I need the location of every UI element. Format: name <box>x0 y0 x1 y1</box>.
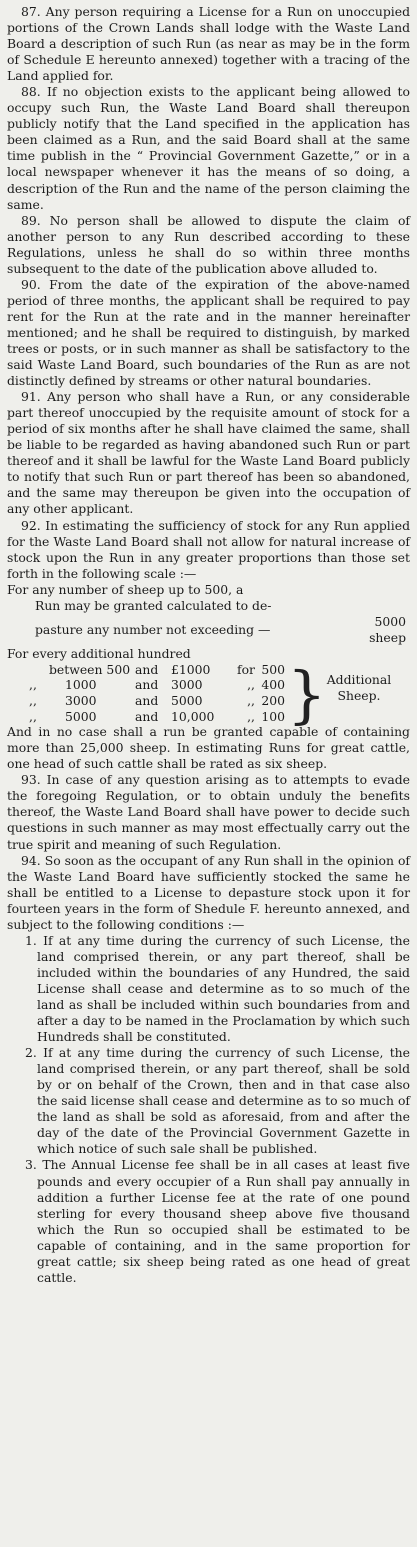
paragraph-91: 91. Any person who shall have a Run, or any considerable part thereof unoccupied by the requisite amount of stock for a period of six months after he shall have claimed the same, shall be liable to be regarded as having abandoned such Run or part thereof and it shall be lawful for the Waste Land Board publicly to notify that such Run or part thereof has been so abandoned, and the same may thereupon be given into the occupation of any other applicant. <box>7 389 410 517</box>
row-to: 5000 <box>171 693 203 709</box>
row-for: ,, <box>247 693 255 709</box>
row-from: 3000 <box>65 693 97 709</box>
row-and: and <box>135 708 159 724</box>
scale-table <box>7 657 410 731</box>
paragraph-92-continued: And in no case shall a run be granted capable of containing more than 25,000 sheep. In estimating Runs for great cattle, one head of such cattle shall be rated as six sheep. <box>7 724 410 772</box>
row-for: ,, <box>247 708 255 724</box>
brace-icon: } <box>287 657 327 731</box>
conditions-list <box>7 933 410 1286</box>
row-to: £1000 <box>171 661 211 677</box>
scale-line-3-value: 5000 sheep <box>369 613 406 645</box>
row-and: and <box>135 693 159 709</box>
row-value: 200 <box>261 693 285 709</box>
row-for: for <box>237 661 255 677</box>
paragraph-88: 88. If no objection exists to the applicant being allowed to occupy such Run, the Waste Land Board shall thereupon publicly notify that the Land specified in the application has been claimed as a Run, and the said Board shall at the same time publish in the “ Provincial Government Gazette,” or in a local newspaper whenever it has the means of so doing, a description of the Run and the name of the person claiming the same. <box>7 84 410 212</box>
row-lead <box>29 662 49 678</box>
row-for: ,, <box>247 677 255 693</box>
row-lead: ,, <box>29 708 37 724</box>
row-and: and <box>135 661 159 677</box>
scale-line-1: For any number of sheep up to 500, a <box>7 581 244 597</box>
paragraph-89: 89. No person shall be allowed to dispute the claim of another person to any Run described according to these Regulations, unless he shall do so within three months subsequent to the date of the publication above alluded to. <box>7 212 410 276</box>
paragraph-90: 90. From the date of the expiration of the above-named period of three months, the applicant shall be required to pay rent for the Run at the rate and in the manner hereinafter mentioned; and he shall be required to distinguish, by marked trees or posts, or in such manner as shall be satisfactory to the said Waste Land Board, such boundaries of the Run as are not distinctly defined by streams or other natural boundaries. <box>7 276 410 389</box>
row-value: 400 <box>261 677 285 693</box>
row-and: and <box>135 677 159 693</box>
row-to: 10,000 <box>171 708 215 724</box>
paragraph-93: 93. In case of any question arising as to attempts to evade the foregoing Regulation, or to obtain unduly the benefits thereof, the Waste Land Board shall have power to decide such questions in such manner as may most effectually carry out the true spirit and meaning of such Regulation. <box>7 772 410 852</box>
row-from: 5000 <box>65 708 97 724</box>
row-value: 500 <box>261 661 285 677</box>
paragraph-94: 94. So soon as the occupant of any Run shall in the opinion of the Waste Land Board have sufficiently stocked the same he shall be entitled to a License to depasture stock upon it for fourteen years in the form of Shedule F. hereunto annexed, and subject to the following conditions :— <box>7 852 410 932</box>
sheep-label: Sheep. <box>337 687 381 703</box>
scale-row <box>29 709 410 725</box>
row-from: 1000 <box>65 677 97 693</box>
additional-label: Additional <box>326 671 392 687</box>
scale-line-2: Run may be granted calculated to de- <box>35 597 272 613</box>
scale-line-3 <box>7 614 410 646</box>
row-value: 100 <box>261 708 285 724</box>
condition-1: 1. If at any time during the currency of such License, the land comprised therein, or any part thereof, shall be included within the boundaries of any Hundred, the said License shall cease and determine as to so much of the land as shall be included within such boundaries from and after a day to be named in the Proclamation by which such Hundreds shall be constituted. <box>25 932 410 1045</box>
stock-scale <box>7 581 410 731</box>
paragraph-87: 87. Any person requiring a License for a Run on unoccupied portions of the Crown Lands shall lodge with the Waste Land Board a description of such Run (as near as may be in the form of Schedule E hereunto annexed) together with a tracing of the Land applied for. <box>7 4 410 84</box>
condition-2: 2. If at any time during the currency of such License, the land comprised therein, or any part thereof, shall be sold by or on behalf of the Crown, then and in that case also the said license shall cease and determine as to so much of the land as shall be sold as aforesaid, from and after the day of the date of the Provincial Government Gazette in which notice of such sale shall be published. <box>25 1045 410 1157</box>
paragraph-92: 92. In estimating the sufficiency of stock for any Run applied for the Waste Land Board shall not allow for natural increase of stock upon the Run in any greater proportions than those set forth in the following scale :— <box>7 517 410 581</box>
row-from: between 500 <box>49 661 131 677</box>
scale-line-3-text: pasture any number not exceeding — <box>35 621 271 637</box>
row-to: 3000 <box>171 677 203 693</box>
scale-line-4: For every additional hundred <box>7 645 191 661</box>
condition-3: 3. The Annual License fee shall be in all cases at least five pounds and every occupier of a Run shall pay annually in addition a further License fee at the rate of one pound sterling for every thousand sheep above five thousand which the Run so occupied shall be estimated to be capable of containing, and in the same proportion for great cattle; six sheep being rated as one head of great cattle. <box>25 1157 410 1285</box>
row-lead: ,, <box>29 677 37 693</box>
additional-sheep-label <box>315 672 403 704</box>
row-lead: ,, <box>29 693 37 709</box>
